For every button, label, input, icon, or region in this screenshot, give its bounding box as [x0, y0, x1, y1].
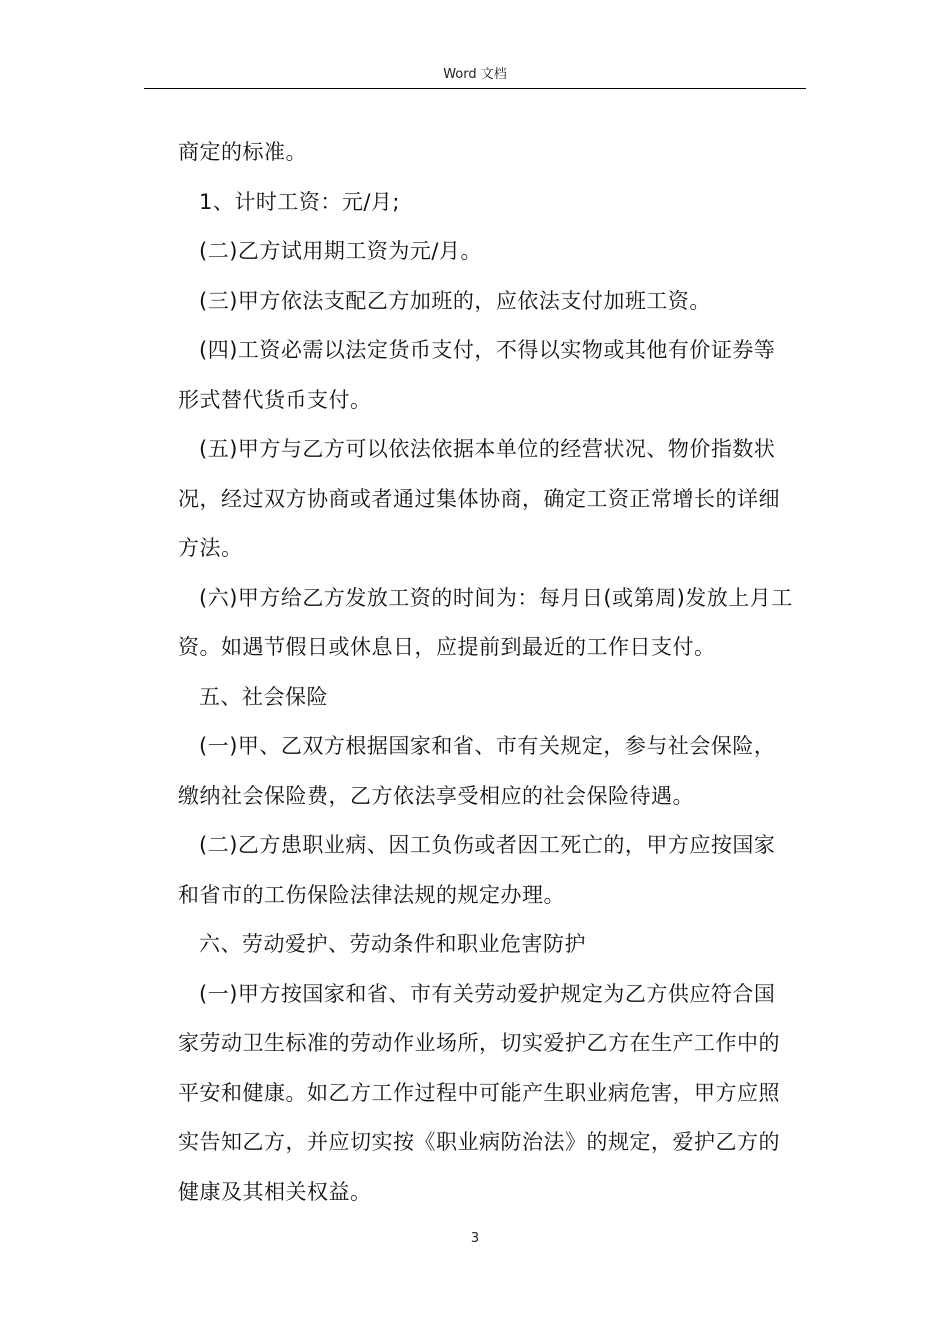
section-heading: 六、劳动爱护、劳动条件和职业危害防护: [199, 932, 586, 956]
text-line: 方法。: [178, 536, 243, 560]
text-line: 平安和健康。如乙方工作过程中可能产生职业病危害，甲方应照: [178, 1080, 780, 1105]
text-line: (二)乙方患职业病、因工负伤或者因工死亡的，甲方应按国家: [199, 833, 776, 857]
text-line: (一)甲方按国家和省、市有关劳动爱护规定为乙方供应符合国: [199, 981, 776, 1006]
text-line: (一)甲、乙双方根据国家和省、市有关规定，参与社会保险，: [199, 734, 776, 758]
text-line: 和省市的工伤保险法律法规的规定办理。: [178, 882, 565, 907]
page-number: 3: [470, 1231, 480, 1246]
text-line: 资。如遇节假日或休息日，应提前到最近的工作日支付。: [178, 635, 716, 659]
text-line: 实告知乙方，并应切实按《职业病防治法》的规定，爱护乙方的: [178, 1130, 780, 1154]
text-line: (五)甲方与乙方可以依法依据本单位的经营状况、物价指数状: [199, 437, 776, 461]
page-header: Word 文档: [443, 67, 507, 82]
text-line: (四)工资必需以法定货币支付，不得以实物或其他有价证券等: [199, 338, 776, 362]
text-line: (三)甲方依法支配乙方加班的，应依法支付加班工资。: [199, 288, 711, 313]
text-line: 缴纳社会保险费，乙方依法享受相应的社会保险待遇。: [178, 783, 694, 808]
text-line: 形式替代货币支付。: [178, 387, 372, 412]
text-line: 1、计时工资：元/月;: [199, 189, 401, 214]
section-heading: 五、社会保险: [199, 684, 328, 709]
header-divider: [144, 88, 806, 89]
text-line: (二)乙方试用期工资为元/月。: [199, 239, 482, 263]
text-line: 家劳动卫生标准的劳动作业场所，切实爱护乙方在生产工作中的: [178, 1031, 780, 1055]
text-line: 商定的标准。: [178, 140, 307, 164]
text-line: 健康及其相关权益。: [178, 1179, 372, 1204]
text-line: 况，经过双方协商或者通过集体协商，确定工资正常增长的详细: [178, 486, 780, 511]
document-body: [178, 128, 808, 1217]
text-line: (六)甲方给乙方发放工资的时间为：每月日(或第周)发放上月工: [199, 585, 793, 610]
